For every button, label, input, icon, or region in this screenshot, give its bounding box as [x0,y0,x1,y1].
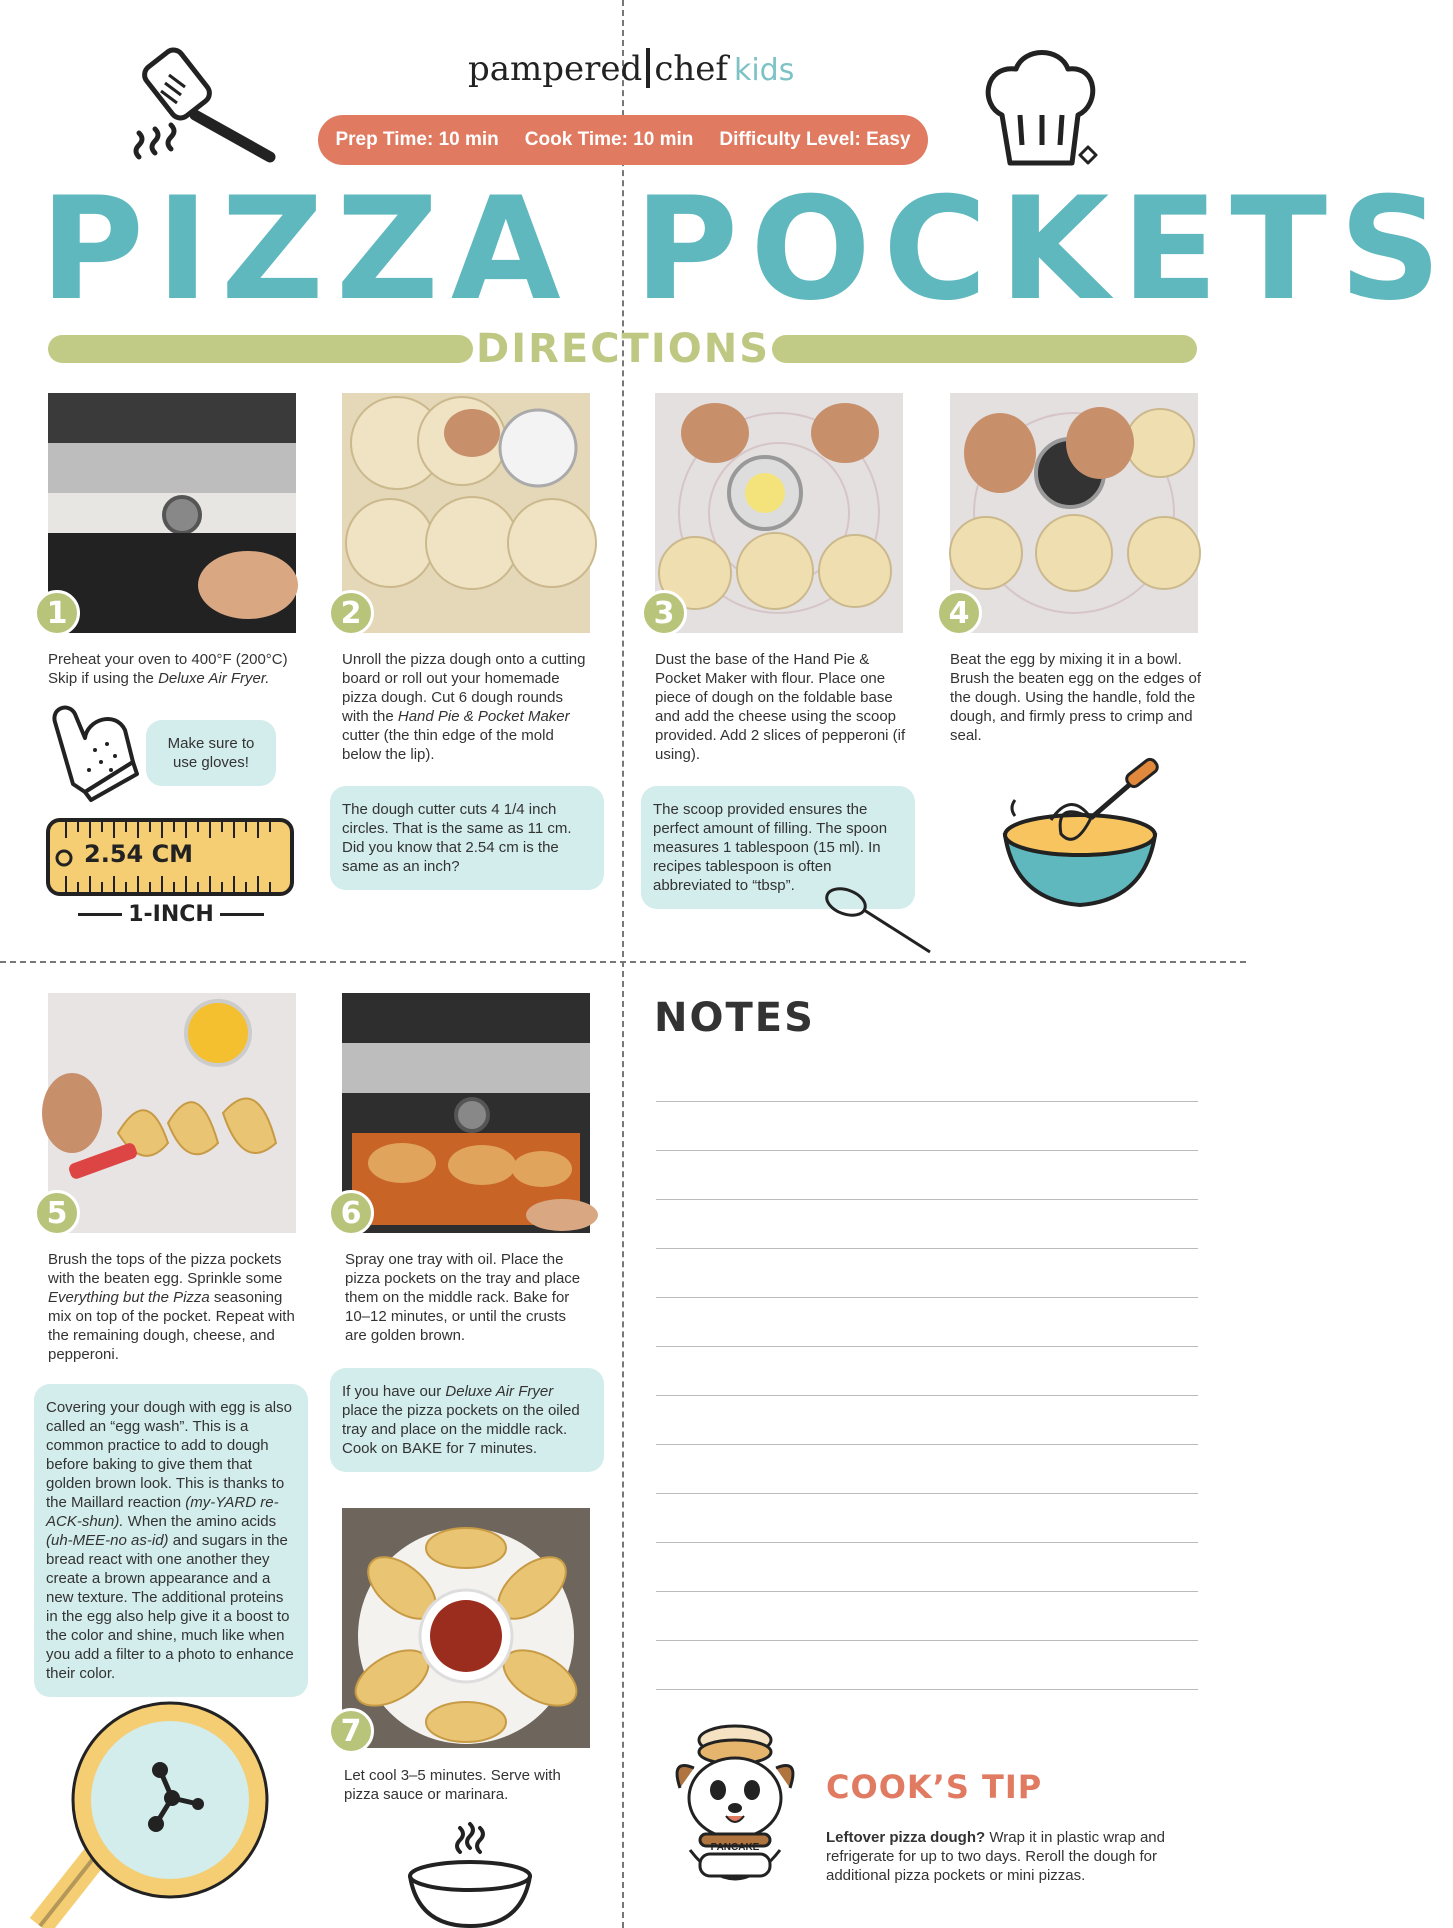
step-1-number: 1 [34,590,80,636]
pancake-badge: PANCAKE [710,1842,760,1853]
step-6-text [345,1250,591,1345]
step-2-number: 2 [328,590,374,636]
directions-bar-right [772,335,1197,363]
step-2-body: Unroll the pizza dough onto a cutting board or roll out your homemade pizza dough. Cut 6 dough rounds with the [342,651,586,725]
step-2-text [342,650,592,764]
difficulty-level: Difficulty Level: Easy [719,129,911,150]
step-4-text [950,650,1202,745]
step-5-italic: Everything but the Pizza [48,1289,210,1306]
cutter-note: The dough cutter cuts 4 1/4 inch circles. That is the same as 11 cm. Did you know that 2.54 cm is the same as an inch? [330,786,604,890]
step-4-photo [950,393,1198,633]
prep-time: Prep Time: 10 min [335,129,499,150]
notes-line [656,1101,1198,1102]
notes-line [656,1297,1198,1298]
notes-line [656,1248,1198,1249]
step-6-body: Spray one tray with oil. Place the pizza pockets on the tray and place them on the middle rack. Bake for 10–12 minutes, or until the crusts are golden brown. [345,1251,581,1344]
egg-wash-italic-1: (my-YARD re-ACK-shun). [46,1494,279,1530]
step-1-italic: Deluxe Air Fryer. [158,670,270,687]
egg-wash-italic-2: (uh-MEE-no as-id) [46,1532,169,1549]
step-3-number: 3 [641,590,687,636]
air-fryer-body-2: place the pizza pockets on the oiled tray and place on the middle rack. Cook on BAKE for 7 minutes. [342,1402,580,1457]
notes-line [656,1199,1198,1200]
notes-line [656,1591,1198,1592]
notes-line [656,1444,1198,1445]
egg-wash-body-1: Covering your dough with egg is also called an “egg wash”. This is a common practice to add to dough before baking to give them that golden brown look. This is thanks to the Maillard reaction [46,1399,292,1511]
air-fryer-italic: Deluxe Air Fryer [445,1383,554,1400]
ruler-cm-label: 2.54 CM [84,840,194,868]
notes-line [656,1542,1198,1543]
whisk-mark-icon [646,48,650,88]
recipe-meta-pill [318,115,928,165]
cooks-tip-heading: COOK’S TIP [826,1768,1043,1806]
ruler-inch-text: 1-INCH [128,902,214,927]
notes-line [656,1493,1198,1494]
egg-wash-note [34,1384,308,1697]
gloves-tip: Make sure to use gloves! [146,720,276,786]
step-4-number: 4 [936,590,982,636]
brand-name: pampered [468,49,643,89]
directions-heading: DIRECTIONS [475,326,771,372]
whisk-bowl-icon [995,760,1165,910]
step-7-number: 7 [328,1708,374,1754]
step-5-text [48,1250,304,1364]
spoon-icon [822,880,934,956]
page-title: PIZZA POCKETS [40,167,1453,332]
step-2-photo [342,393,590,633]
notes-line [656,1395,1198,1396]
egg-wash-body-2: When the amino acids [123,1513,277,1530]
notes-heading: NOTES [654,995,815,1041]
cooks-tip-body: Wrap it in plastic wrap and refrigerate for up to two days. Reroll the dough for additional pizza pockets or mini pizzas. [826,1829,1165,1884]
steaming-bowl-icon [400,1820,540,1928]
scoop-note: The scoop provided ensures the perfect amount of filling. The spoon measures 1 tablespoon (15 ml). In recipes tablespoon is often abbreviated to “tbsp”. [641,786,915,909]
step-3-body: Dust the base of the Hand Pie & Pocket Maker with flour. Place one piece of dough on the foldable base and add the cheese using the scoop provided. Add 2 slices of pepperoni (if using). [655,651,906,763]
egg-wash-body-3: and sugars in the bread react with one another they create a brown appearance and a new texture. The additional proteins in the egg also help give it a boost to the color and shine, much like when you add a filter to a photo to enhance their color. [46,1532,294,1682]
air-fryer-note [330,1368,604,1472]
step-5-photo [48,993,296,1233]
step-4-body: Beat the egg by mixing it in a bowl. Brush the beaten egg on the edges of the dough. Using the handle, fold the dough, and firmly press to crimp and seal. [950,651,1202,744]
step-2-body-2: cutter (the thin edge of the mold below the lip). [342,727,554,763]
magnifier-molecule-icon [30,1700,280,1928]
step-7-body: Let cool 3–5 minutes. Serve with pizza sauce or marinara. [344,1767,561,1803]
notes-line [656,1346,1198,1347]
cooks-tip-bold: Leftover pizza dough? [826,1829,986,1846]
brand-kids: kids [733,53,795,88]
arrow-left-icon [78,913,122,916]
step-5-body-2: seasoning mix on top of the pocket. Repeat with the remaining dough, cheese, and pepperoni. [48,1289,295,1363]
step-1-text [48,650,304,688]
directions-bar-left [48,335,473,363]
air-fryer-body-1: If you have our [342,1383,446,1400]
brand-logo [468,48,795,98]
step-3-photo [655,393,903,633]
puppy-mascot-icon [660,1718,810,1896]
step-6-photo [342,993,590,1233]
spatula-icon [125,45,285,165]
step-1-body: Preheat your oven to 400°F (200°C) Skip if using the [48,651,288,687]
step-2-italic: Hand Pie & Pocket Maker [397,708,570,725]
step-6-number: 6 [328,1190,374,1236]
step-7-text [344,1766,594,1804]
arrow-right-icon [220,913,264,916]
chef-hat-icon [980,45,1100,175]
horizontal-cut-line [0,961,1246,963]
brand-name-2: chef [654,49,728,89]
step-3-text [655,650,907,764]
ruler-inch-label [78,902,264,927]
step-5-number: 5 [34,1190,80,1236]
oven-mitt-icon [45,700,135,800]
cook-time: Cook Time: 10 min [524,129,694,150]
notes-line [656,1640,1198,1641]
cooks-tip-text [826,1828,1196,1885]
notes-line [656,1150,1198,1151]
step-7-photo [342,1508,590,1748]
step-5-body: Brush the tops of the pizza pockets with the beaten egg. Sprinkle some [48,1251,283,1287]
step-1-photo [48,393,296,633]
notes-line [656,1689,1198,1690]
